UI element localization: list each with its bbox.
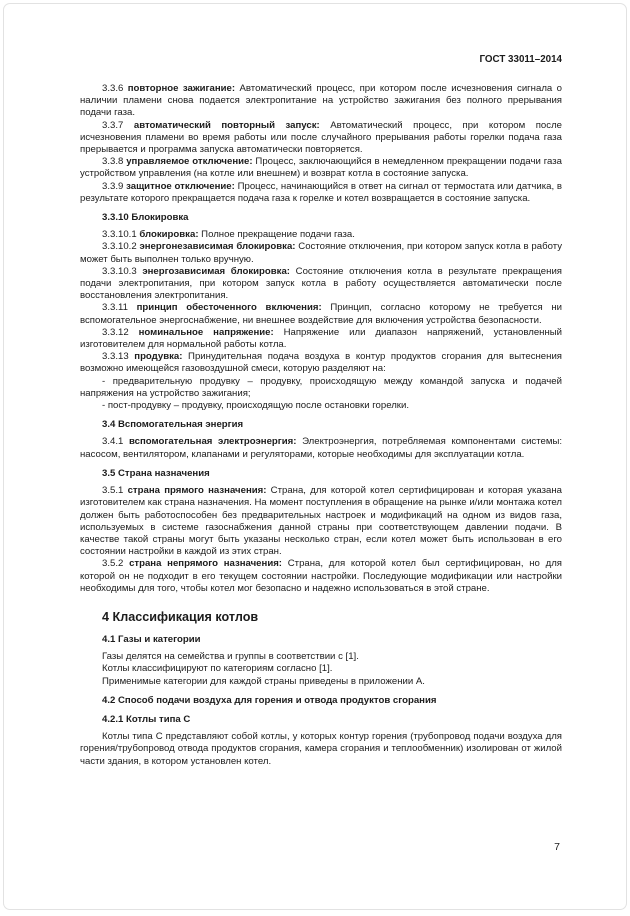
paragraph: 3.3.10.1 блокировка: Полное прекращение подачи газа. [102, 229, 355, 241]
paragraph: 3.4.1 вспомогательная электроэнергия: Электроэнергия, потребляемая компонентами системы: насосом, вентилятором, клапанами и регуляторами, которые необходимы для эксплуатации котла. [80, 436, 562, 460]
list-item: - предварительную продувку – продувку, происходящую между командой запуска и подачей напряжения на устройство зажигания; [80, 375, 562, 399]
paragraph: 3.3.9 защитное отключение: Процесс, начинающийся в ответ на сигнал от термостата или датчика, в результате которого прекращается подача газа к горелке и котел возвращается в состояние запуска. [80, 180, 562, 204]
document-header-standard-number: ГОСТ 33011–2014 [479, 54, 562, 65]
paragraph: Применимые категории для каждой страны приведены в приложении А. [102, 675, 425, 687]
paragraph: Котлы классифицируют по категориям согласно [1]. [102, 663, 333, 675]
paragraph: 3.5.2 страна непрямого назначения: Страна, для которой котел был сертифицирован, но для которой он не подходит в его текущем состоянии настройки. Последующие модификации или настройки необходимы для того, чтобы котел мог безопасно и надежно использоваться в этой стране. [80, 558, 563, 594]
heading: 4.1 Газы и категории [102, 633, 201, 645]
paragraph: 3.3.7 автоматический повторный запуск: Автоматический процесс, при котором после исчезновения пламени во время работы или после случайного прерывания работы горелки подача газа прерывается и программа запуска автоматически повторяется. [80, 119, 562, 156]
heading: 3.3.10 Блокировка [102, 212, 189, 224]
document-page [3, 3, 627, 910]
paragraph: 3.5.1 страна прямого назначения: Страна, для которой котел сертифицирован и которая указана изготовителем как страна назначения. На момент поступления в обращение на рынке и/или монтажа котел должен быть работоспособен без предварительных настроек и модификаций на одном из видов газа, используемых в системе газоснабжения данной страны при соответствующем давлении подачи. В качестве такой страны могут быть указаны несколько стран, если котел может быть использован в его состоянии настройки в каждой из этих стран. [80, 485, 562, 558]
heading: 3.4 Вспомогательная энергия [102, 419, 244, 431]
list-item: - пост-продувку – продувку, происходящую после остановки горелки. [102, 400, 410, 412]
paragraph: 3.3.10.3 энергозависимая блокировка: Состояние отключения котла в результате прекращения подачи электропитания, при котором запуск котла в работу осуществляется автоматически после восстановления электропитания. [80, 265, 562, 302]
heading: 4.2.1 Котлы типа С [102, 713, 191, 725]
paragraph: 3.3.12 номинальное напряжение: Напряжение или диапазон напряжений, установленный изготовителем для нормальной работы котла. [80, 326, 562, 351]
page-number: 7 [554, 841, 560, 853]
paragraph: 3.3.11 принцип обесточенного включения: Принцип, согласно которому не требуется ни вспомогательное энергоснабжение, ни внешнее воздействие для включения устройства безопасности. [80, 302, 562, 326]
paragraph: 3.3.13 продувка: Принудительная подача воздуха в контур продуктов сгорания для вытеснения возможно имеющейся газовоздушной смеси, которую разделяют на: [80, 351, 562, 375]
document-body [80, 83, 562, 768]
paragraph: 3.3.6 повторное зажигание: Автоматический процесс, при котором после исчезновения сигнала о наличии пламени снова подается электропитание на устройство зажигания без полного прерывания подачи газа. [80, 83, 562, 119]
paragraph: Газы делятся на семейства и группы в соответствии с [1]. [102, 651, 359, 663]
paragraph: 3.3.10.2 энергонезависимая блокировка: Состояние отключения, при котором запуск котла в работу может быть выполнен только вручную. [80, 241, 562, 265]
heading: 4.2 Способ подачи воздуха для горения и отвода продуктов сгорания [102, 694, 437, 706]
section-heading: 4 Классификация котлов [102, 609, 259, 624]
paragraph: Котлы типа С представляют собой котлы, у которых контур горения (трубопровод подачи воздуха для горения/трубопровод отвода продуктов сгорания, камера сгорания и теплообменник) изолирован от жилой части здания, в котором установлен котел. [80, 731, 562, 767]
paragraph: 3.3.8 управляемое отключение: Процесс, заключающийся в немедленном прекращении подачи газа устройством управления (на котле или внешнем) и возврат котла в состояние запуска. [80, 156, 562, 180]
heading: 3.5 Страна назначения [102, 467, 210, 479]
